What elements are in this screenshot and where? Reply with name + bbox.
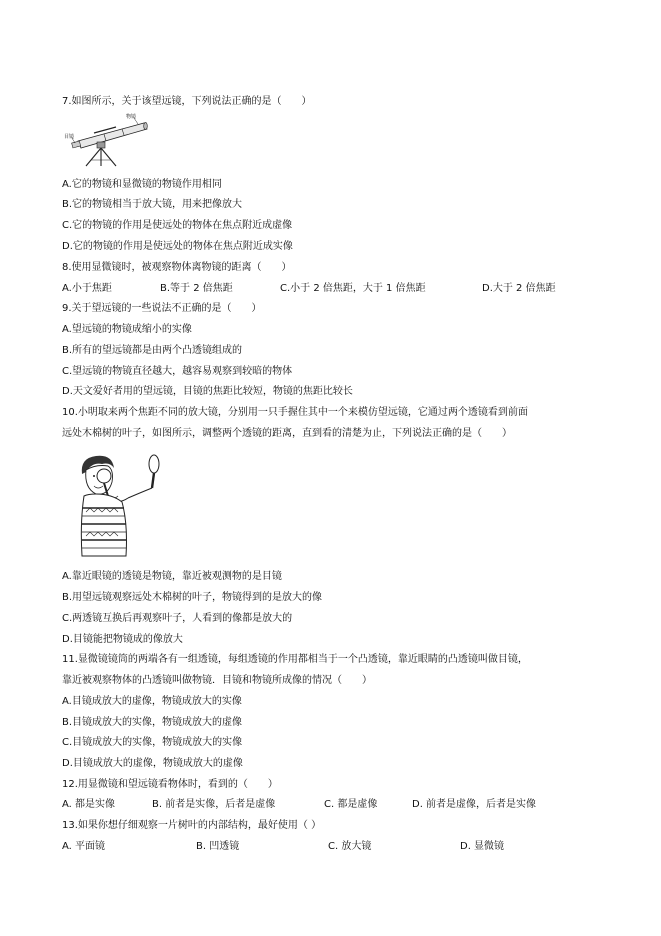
question-8-options: [62, 282, 582, 296]
question-11-stem-line-1: 11.显微镜镜筒的两端各有一组透镜，每组透镜的作用都相当于一个凸透镜，靠近眼睛的凸透镜叫做目镜，: [62, 654, 528, 665]
question-7-option-d[interactable]: D.它的物镜的作用是使远处的物体在焦点附近成实像: [62, 241, 293, 252]
question-8-option-c[interactable]: C.小于 2 倍焦距，大于 1 倍焦距: [280, 283, 426, 294]
question-12-option-d[interactable]: D. 前者是虚像，后者是实像: [412, 799, 537, 810]
eyepiece-label: 目镜: [64, 134, 75, 140]
question-8-stem: 8.使用显微镜时，被观察物体离物镜的距离（ ）: [62, 262, 292, 273]
question-13-option-a[interactable]: A. 平面镜: [62, 841, 106, 852]
question-11-option-a[interactable]: A.目镜成放大的虚像，物镜成放大的实像: [62, 696, 242, 707]
question-7-stem: 7.如图所示，关于该望远镜，下列说法正确的是（ ）: [62, 96, 312, 107]
question-8-option-d[interactable]: D.大于 2 倍焦距: [482, 283, 556, 294]
question-7-option-a[interactable]: A.它的物镜和显微镜的物镜作用相同: [62, 179, 222, 190]
question-9-option-c[interactable]: C.望远镜的物镜直径越大，越容易观察到较暗的物体: [62, 366, 293, 377]
question-7-option-c[interactable]: C.它的物镜的作用是使远处的物体在焦点附近成虚像: [62, 220, 293, 231]
question-10-option-a[interactable]: A.靠近眼镜的透镜是物镜，靠近被观测物的是目镜: [62, 571, 282, 582]
question-9-option-b[interactable]: B.所有的望远镜都是由两个凸透镜组成的: [62, 345, 243, 356]
question-13-option-c[interactable]: C. 放大镜: [328, 841, 372, 852]
question-12-option-c[interactable]: C. 都是虚像: [324, 799, 378, 810]
question-9-option-a[interactable]: A.望远镜的物镜成缩小的实像: [62, 324, 192, 335]
question-12-options: [62, 798, 582, 812]
question-11-stem-line-2: 靠近被观察物体的凸透镜叫做物镜．目镜和物镜所成像的情况（ ）: [62, 675, 372, 686]
question-10-stem-line-1: 10.小明取来两个焦距不同的放大镜，分别用一只手握住其中一个来模仿望远镜，它通过两个透镜看到前面: [62, 407, 528, 418]
question-13-stem: 13.如果你想仔细观察一片树叶的内部结构，最好使用（ ）: [62, 820, 322, 831]
question-10-stem-line-2: 远处木棉树的叶子，如图所示，调整两个透镜的距离，直到看的清楚为止，下列说法正确的是（ ）: [62, 428, 512, 439]
question-12-option-b[interactable]: B. 前者是实像，后者是虚像: [152, 799, 276, 810]
question-8-option-a[interactable]: A.小于焦距: [62, 283, 112, 294]
telescope-figure: [64, 112, 156, 168]
question-11-option-d[interactable]: D.目镜成放大的虚像，物镜成放大的虚像: [62, 758, 243, 769]
boy-with-lenses-figure: [72, 452, 168, 562]
question-13-option-d[interactable]: D. 显微镜: [460, 841, 505, 852]
objective-label: 物镜: [126, 114, 137, 120]
question-12-option-a[interactable]: A. 都是实像: [62, 799, 116, 810]
question-10-option-c[interactable]: C.两透镜互换后再观察叶子，人看到的像都是放大的: [62, 613, 293, 624]
question-11-option-b[interactable]: B.目镜成放大的实像，物镜成放大的虚像: [62, 717, 243, 728]
question-8-option-b[interactable]: B.等于 2 倍焦距: [160, 283, 233, 294]
question-10-option-b[interactable]: B.用望远镜观察远处木棉树的叶子，物镜得到的是放大的像: [62, 592, 323, 603]
question-9-stem: 9.关于望远镜的一些说法不正确的是（ ）: [62, 303, 262, 314]
question-7-option-b[interactable]: B.它的物镜相当于放大镜，用来把像放大: [62, 199, 243, 210]
question-13-options: [62, 840, 582, 854]
question-10-option-d[interactable]: D.目镜能把物镜成的像放大: [62, 634, 183, 645]
question-13-option-b[interactable]: B. 凹透镜: [196, 841, 240, 852]
question-12-stem: 12.用显微镜和望远镜看物体时，看到的（ ）: [62, 779, 278, 790]
question-9-option-d[interactable]: D.天文爱好者用的望远镜，目镜的焦距比较短，物镜的焦距比较长: [62, 386, 353, 397]
question-11-option-c[interactable]: C.目镜成放大的实像，物镜成放大的实像: [62, 737, 243, 748]
